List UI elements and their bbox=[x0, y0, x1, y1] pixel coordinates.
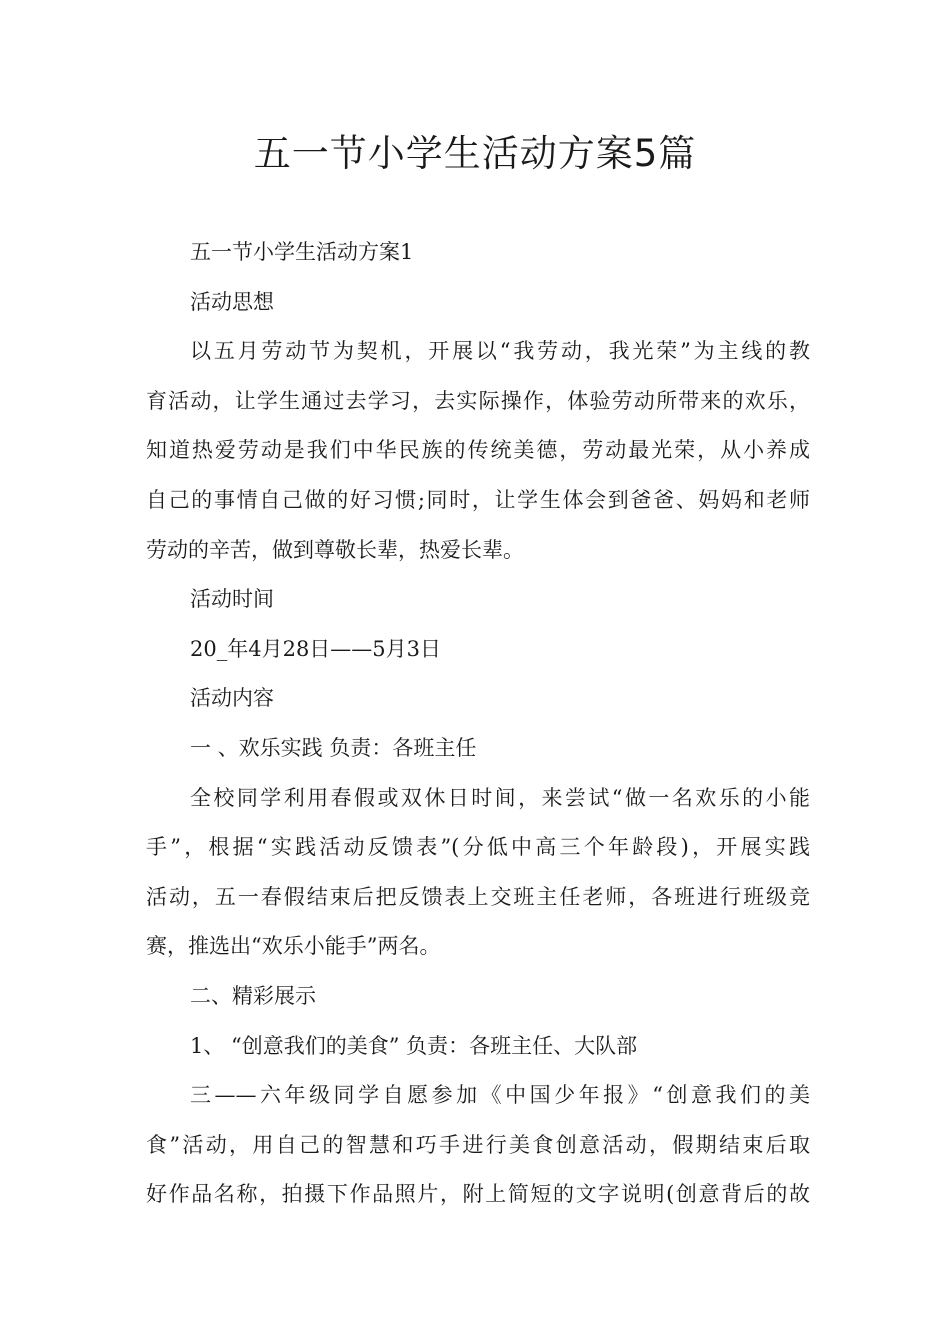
item-heading-showcase: 二、精彩展示 bbox=[190, 983, 316, 1008]
paragraph-line: 手”，根据“实践活动反馈表”(分低中高三个年龄段)，开展实践 bbox=[146, 835, 810, 860]
paragraph-line: 全校同学利用春假或双休日时间，来尝试“做一名欢乐的小能 bbox=[190, 785, 810, 810]
paragraph-line: 活动，五一春假结束后把反馈表上交班主任老师，各班进行班级竞 bbox=[146, 884, 810, 909]
subheading-activity-idea: 活动思想 bbox=[190, 289, 274, 314]
activity-date-range: 20_年4月28日——5月3日 bbox=[190, 636, 442, 661]
item-heading-happy-practice: 一 、欢乐实践 负责：各班主任 bbox=[190, 735, 477, 760]
paragraph-line: 知道热爱劳动是我们中华民族的传统美德，劳动最光荣，从小养成 bbox=[146, 438, 810, 463]
paragraph-line: 自己的事情自己做的好习惯;同时，让学生体会到爸爸、妈妈和老师 bbox=[146, 487, 810, 512]
paragraph-line: 三——六年级同学自愿参加《中国少年报》“创意我们的美 bbox=[190, 1083, 810, 1108]
document-title: 五一节小学生活动方案5篇 bbox=[253, 132, 697, 175]
paragraph-line: 赛，推选出“欢乐小能手”两名。 bbox=[146, 934, 441, 959]
paragraph-line: 育活动，让学生通过去学习，去实际操作，体验劳动所带来的欢乐， bbox=[146, 388, 810, 413]
paragraph-line: 以五月劳动节为契机，开展以“我劳动，我光荣”为主线的教 bbox=[190, 339, 810, 364]
document-body bbox=[146, 228, 810, 1220]
paragraph-line: 劳动的辛苦，做到尊敬长辈，热爱长辈。 bbox=[146, 537, 524, 562]
paragraph-line: 食”活动，用自己的智慧和巧手进行美食创意活动，假期结束后取 bbox=[146, 1132, 810, 1157]
subheading-activity-time: 活动时间 bbox=[190, 587, 274, 612]
section-heading: 五一节小学生活动方案1 bbox=[190, 240, 414, 264]
subitem-heading-creative-food: 1、 “创意我们的美食” 负责：各班主任、大队部 bbox=[190, 1033, 638, 1058]
subheading-activity-content: 活动内容 bbox=[190, 686, 274, 711]
paragraph-line: 好作品名称，拍摄下作品照片，附上简短的文字说明(创意背后的故 bbox=[146, 1182, 810, 1207]
